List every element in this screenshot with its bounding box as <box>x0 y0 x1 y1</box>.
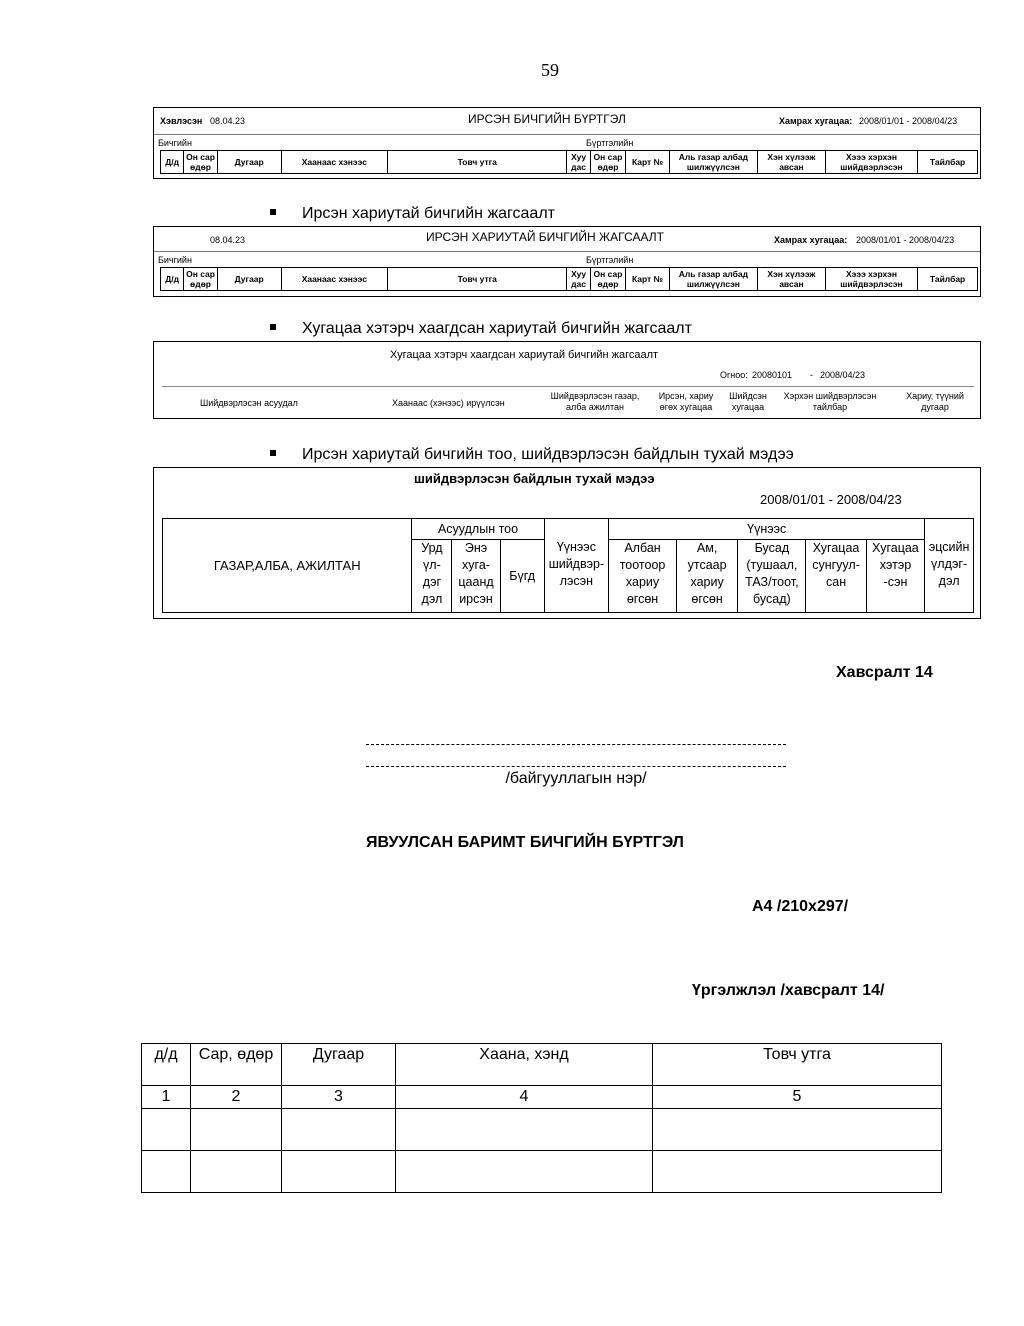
empty-cell <box>191 1109 282 1151</box>
group-registration: Бүртгэлийн <box>586 138 634 148</box>
remaining-column <box>925 519 974 613</box>
other-column <box>738 540 806 613</box>
line: дэл <box>421 592 443 606</box>
col-header: Хаанаас хэнээс <box>281 268 387 291</box>
line: үлдэг- <box>931 557 968 571</box>
col-header: Д/д <box>161 151 184 174</box>
header-cell: д/д <box>142 1044 191 1086</box>
col-header: Хуу дас <box>567 151 590 174</box>
group-letter: Бичгийн <box>158 255 192 265</box>
printed-date: 08.04.23 <box>210 235 246 245</box>
line: эцсийн <box>928 540 970 554</box>
line: сан <box>826 575 847 589</box>
col-header: Шийдсэн хугацаа <box>729 391 767 412</box>
printed-label: Хэвлэсэн <box>160 116 203 126</box>
date-separator: - <box>810 370 813 380</box>
incoming-register-form <box>153 107 981 179</box>
line: хуга- <box>462 558 490 572</box>
col-header: Хариу, түүний дугаар <box>906 391 964 412</box>
line: Урд <box>421 541 443 555</box>
line: лэсэн <box>559 574 594 588</box>
col-header: Товч утга <box>388 151 567 174</box>
header-cell: Сар, өдөр <box>191 1044 282 1086</box>
col-header: Д/д <box>161 268 184 291</box>
line: Энэ <box>464 541 488 555</box>
count-group-header: Асуудлын тоо <box>412 519 544 540</box>
decided-column <box>544 519 609 613</box>
col-header: Товч утга <box>388 268 567 291</box>
replied-list-form <box>153 226 981 297</box>
col-header: Он сар өдөр <box>590 151 625 174</box>
empty-cell <box>191 1151 282 1193</box>
bullet-overdue-list <box>270 320 692 338</box>
col-header: Карт № <box>626 268 670 291</box>
org-name-line-2 <box>366 766 786 767</box>
line: хариу <box>690 575 724 589</box>
number-cell: 5 <box>653 1086 942 1109</box>
prev-column <box>412 540 452 613</box>
empty-cell <box>396 1151 653 1193</box>
outgoing-register-table <box>141 1043 942 1193</box>
report-period: 2008/01/01 - 2008/04/23 <box>760 492 902 507</box>
line: өгсөн <box>626 592 659 606</box>
list-title: ИРСЭН ХАРИУТАЙ БИЧГИЙН ЖАГСААЛТ <box>426 230 664 244</box>
period-label: Хамрах хугацаа: <box>774 235 848 245</box>
line: өгсөн <box>691 592 723 606</box>
format-label: А4 /210x297/ <box>752 898 849 915</box>
empty-cell <box>653 1151 942 1193</box>
line: үл- <box>423 558 441 572</box>
bullet-text: Ирсэн хариутай бичгийн жагсаалт <box>302 205 555 222</box>
group-letter: Бичгийн <box>158 138 192 148</box>
col-header: Дугаар <box>217 151 281 174</box>
col-header: Шийдвэрлэсэн газар, алба ажилтан <box>550 391 640 412</box>
col-header: Аль газар албад шилжүүлсэн <box>669 268 757 291</box>
empty-cell <box>282 1109 396 1151</box>
empty-cell <box>142 1109 191 1151</box>
col-header: Хэн хүлээж авсан <box>757 151 825 174</box>
verbal-column <box>676 540 738 613</box>
overdue-title: Хугацаа хэтэрч хаагдсан хариутай бичгийн жагсаалт <box>390 349 659 361</box>
bullet-text: Ирсэн хариутай бичгийн тоо, шийдвэрлэсэн байдлын тухай мэдээ <box>302 446 794 463</box>
period-value: 2008/01/01 - 2008/04/23 <box>856 235 955 245</box>
current-column <box>452 540 500 613</box>
line: Хугацаа <box>812 541 860 555</box>
date-label: Огноо: <box>720 370 748 380</box>
empty-cell <box>653 1109 942 1151</box>
header-cell: Товч утга <box>653 1044 942 1086</box>
line: утсаар <box>687 558 727 572</box>
continuation-label: Үргэлжлэл /хавсралт 14/ <box>692 982 885 999</box>
line: бусад) <box>753 592 791 606</box>
col-header: Хуу дас <box>567 268 590 291</box>
col-header: Шийдвэрлэсэн асуудал <box>200 398 298 408</box>
date-from: 20080101 <box>752 370 793 380</box>
period-label: Хамрах хугацаа: <box>779 116 853 126</box>
bullet-replied-list <box>270 205 555 223</box>
place-column: ГАЗАР,АЛБА, АЖИЛТАН <box>163 519 412 613</box>
table-row <box>142 1151 942 1193</box>
number-cell: 4 <box>396 1086 653 1109</box>
col-header: Ирсэн, хариу өгөх хугацаа <box>658 391 714 412</box>
col-header: Тайлбар <box>918 151 978 174</box>
number-cell: 3 <box>282 1086 396 1109</box>
table-row <box>142 1109 942 1151</box>
col-header: Дугаар <box>217 268 281 291</box>
col-header: Тайлбар <box>918 268 978 291</box>
col-header: Он сар өдөр <box>184 151 217 174</box>
official-column <box>609 540 677 613</box>
basis-group-header: Үүнээс <box>609 519 925 540</box>
line: Үүнээс <box>556 540 596 554</box>
page-number: 59 <box>541 60 559 80</box>
document-title: ЯВУУЛСАН БАРИМТ БИЧГИЙН БҮРТГЭЛ <box>366 834 684 851</box>
number-cell: 1 <box>142 1086 191 1109</box>
header-cell: Дугаар <box>282 1044 396 1086</box>
line: ирсэн <box>459 592 493 606</box>
line: Бусад <box>754 541 790 555</box>
line: -сэн <box>883 575 908 589</box>
line: ТАЗ/тоот, <box>745 575 799 589</box>
decision-report-form <box>153 467 981 619</box>
col-header: Хэн хүлээж авсан <box>757 268 825 291</box>
org-name-line-1 <box>366 744 786 745</box>
register-header-table <box>160 150 978 174</box>
line: шийдвэр- <box>548 557 605 571</box>
bullet-text: Хугацаа хэтэрч хаагдсан хариутай бичгийн жагсаалт <box>302 320 692 337</box>
col-header: Хаанаас (хэнээс) ирүүлсэн <box>392 398 505 408</box>
line: (тушаал, <box>746 558 798 572</box>
line: хэтэр <box>879 558 912 572</box>
line: сунгуул- <box>812 558 860 572</box>
register-title: ИРСЭН БИЧГИЙН БҮРТГЭЛ <box>468 112 626 126</box>
header-cell: Хаана, хэнд <box>396 1044 653 1086</box>
period-value: 2008/01/01 - 2008/04/23 <box>859 116 958 126</box>
list-header-table <box>160 267 978 291</box>
decided-lines <box>547 539 607 590</box>
line: тоотоор <box>619 558 666 572</box>
line: Ам, <box>696 541 718 555</box>
overdue-column <box>866 540 924 613</box>
line: Албан <box>624 541 661 555</box>
col-header: Хэээ хэрхэн шийдвэрлэсэн <box>825 151 917 174</box>
line: цаанд <box>458 575 494 589</box>
report-title: шийдвэрлэсэн байдлын тухай мэдээ <box>414 471 655 486</box>
empty-cell <box>282 1151 396 1193</box>
group-registration: Бүртгэлийн <box>586 255 634 265</box>
bullet-decision-report <box>270 446 794 464</box>
col-header: Карт № <box>626 151 670 174</box>
line: дэг <box>422 575 442 589</box>
line: Хугацаа <box>872 541 919 555</box>
appendix-label: Хавсралт 14 <box>836 664 933 681</box>
extended-column <box>806 540 866 613</box>
decision-table <box>162 518 974 613</box>
col-header: Хэээ хэрхэн шийдвэрлэсэн <box>825 268 917 291</box>
empty-cell <box>142 1151 191 1193</box>
col-header: Хаанаас хэнээс <box>281 151 387 174</box>
printed-date: 08.04.23 <box>210 116 246 126</box>
org-name-label: /байгууллагын нэр/ <box>505 770 647 787</box>
number-cell: 2 <box>191 1086 282 1109</box>
empty-cell <box>396 1109 653 1151</box>
col-header: Хэрхэн шийдвэрлэсэн тайлбар <box>783 391 877 412</box>
line: дэл <box>938 574 960 588</box>
line: хариу <box>625 575 660 589</box>
overdue-list-form <box>153 341 981 419</box>
total-column: Бүгд <box>500 540 544 613</box>
col-header: Он сар өдөр <box>590 268 625 291</box>
col-header: Аль газар албад шилжүүлсэн <box>669 151 757 174</box>
col-header: Он сар өдөр <box>184 268 217 291</box>
date-to: 2008/04/23 <box>820 370 866 380</box>
